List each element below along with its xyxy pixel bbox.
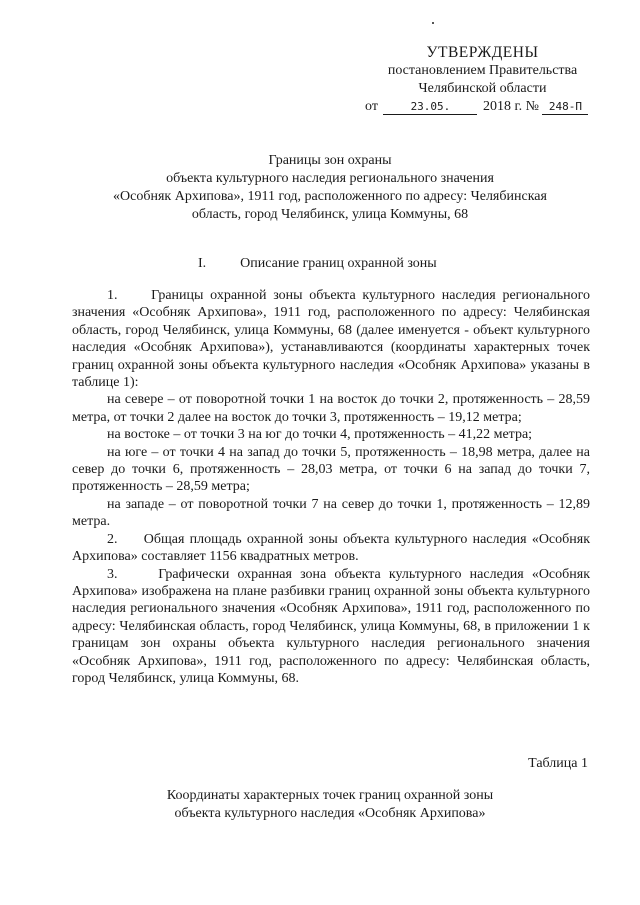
document-title xyxy=(40,152,620,224)
table-caption xyxy=(40,787,620,823)
decree-number: 248-П xyxy=(542,100,588,115)
table-label: Таблица 1 xyxy=(528,756,588,771)
table-caption-line-2: объекта культурного наследия «Особняк Архипова» xyxy=(174,806,486,821)
paragraph-west: на западе – от поворотной точки 7 на север до точки 1, протяженность – 12,89 метра. xyxy=(72,496,590,530)
approval-date-line xyxy=(365,98,595,116)
section-heading xyxy=(198,256,437,272)
title-line-1: Границы зон охраны xyxy=(268,153,392,168)
section-title: Описание границ охранной зоны xyxy=(240,256,437,271)
paragraph-1: 1. Границы охранной зоны объекта культурного наследия регионального значения «Особняк Архипова», 1911 год, расположенного по адресу: Челябинская область, город Челябинск, улица Коммуны, 68 (далее именуется - объект культурного наследия «Особняк Архипова»), устанавливаются (координаты характерных точек границ охранной зоны объекта культурного наследия «Особняк Архипова» указаны в таблице 1): xyxy=(72,288,590,391)
title-line-3: «Особняк Архипова», 1911 год, расположенного по адресу: Челябинская xyxy=(113,189,547,204)
date-prefix: от xyxy=(365,99,378,114)
section-number: I. xyxy=(198,256,207,271)
date-value: 23.05. xyxy=(383,100,477,115)
paragraph-3: 3. Графически охранная зона объекта культурного наследия «Особняк Архипова» изображена на плане разбивки границ охранной зоны объекта культурного наследия регионального значения «Особняк Архипова», 1911 год, расположенного по адресу: Челябинская область, город Челябинск, улица Коммуны, 68, в приложении 1 к границам зон охраны объекта культурного наследия регионального значения «Особняк Архипова», 1911 год, расположенного по адресу: Челябинская область, город Челябинск, улица Коммуны, 68. xyxy=(72,566,590,686)
document-body xyxy=(72,287,590,687)
title-line-2: объекта культурного наследия регионального значения xyxy=(166,171,494,186)
paragraph-north: на севере – от поворотной точки 1 на восток до точки 2, протяженность – 28,59 метра, от точки 2 далее на восток до точки 3, протяженность – 19,12 метра; xyxy=(72,392,590,425)
title-line-4: область, город Челябинск, улица Коммуны, 68 xyxy=(191,207,469,222)
paragraph-east: на востоке – от точки 3 на юг до точки 4, протяженность – 41,22 метра; xyxy=(107,427,533,443)
approval-heading: УТВЕРЖДЕНЫ xyxy=(426,44,539,61)
approval-stamp xyxy=(365,44,595,116)
approval-line-2: Челябинской области xyxy=(418,81,547,96)
table-caption-line-1: Координаты характерных точек границ охранной зоны xyxy=(166,788,494,803)
scan-speck xyxy=(432,22,434,24)
year-text: 2018 г. № xyxy=(482,99,539,114)
approval-line-1: постановлением Правительства xyxy=(387,63,578,78)
paragraph-2: 2. Общая площадь охранной зоны объекта культурного наследия «Особняк Архипова» составляет 1156 квадратных метров. xyxy=(72,531,590,565)
paragraph-south: на юге – от точки 4 на запад до точки 5, протяженность – 18,98 метра, далее на север до точки 6, протяженность – 28,03 метра, от точки 6 на запад до точки 7, протяженность – 28,59 метра; xyxy=(72,444,590,495)
